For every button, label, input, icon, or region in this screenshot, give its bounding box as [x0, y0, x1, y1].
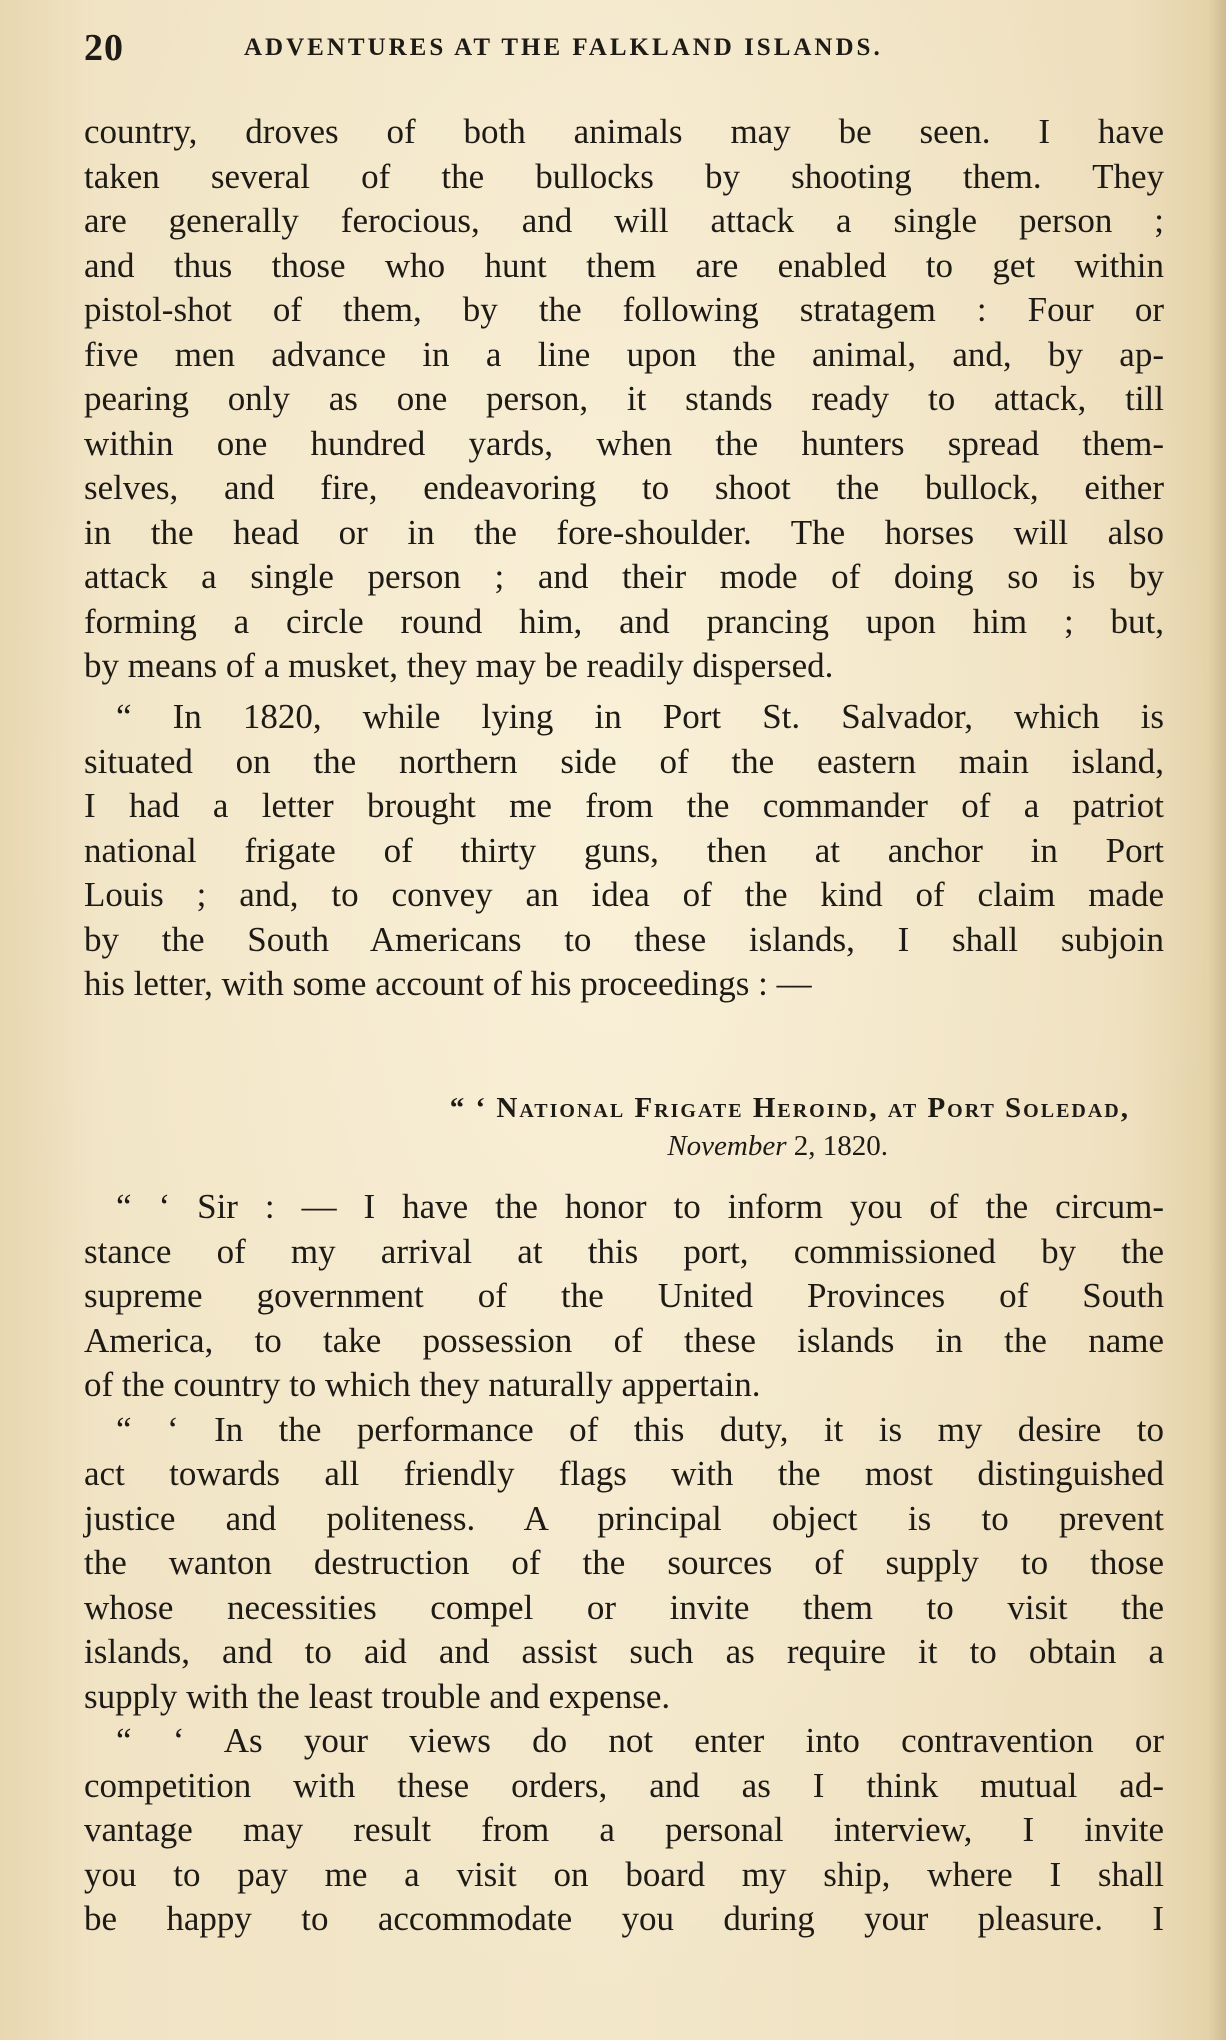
- text-line: stance of my arrival at this port, commissioned by the: [84, 1231, 1164, 1271]
- text-line: be happy to accommodate you during your pleasure. I: [84, 1899, 1164, 1938]
- letter-body: [84, 1185, 1164, 1942]
- text-line: his letter, with some account of his proceedings : —: [84, 964, 812, 1003]
- text-line: in the head or in the fore-shoulder. The horses will also: [84, 512, 1164, 552]
- text-line: vantage may result from a personal interview, I invite: [84, 1810, 1164, 1849]
- text-line: “ ‘ As your views do not enter into contravention or: [116, 1721, 1164, 1760]
- text-line: within one hundred yards, when the hunters spread them-: [84, 423, 1164, 463]
- text-line: Louis ; and, to convey an idea of the kind of claim made: [84, 875, 1164, 914]
- text-line: by means of a musket, they may be readily dispersed.: [84, 646, 834, 685]
- paragraph-port-salvador: [84, 695, 1164, 1007]
- text-line: “ In 1820, while lying in Port St. Salvador, which is: [116, 697, 1164, 736]
- text-line: act towards all friendly flags with the most distinguished: [84, 1454, 1164, 1493]
- text-line: pearing only as one person, it stands ready to attack, till: [84, 379, 1164, 418]
- text-line: I had a letter brought me from the commander of a patriot: [84, 786, 1164, 825]
- text-line: forming a circle round him, and prancing upon him ; but,: [84, 601, 1164, 641]
- page-edge-shadow: [1208, 0, 1226, 2040]
- text-line: you to pay me a visit on board my ship, where I shall: [84, 1854, 1164, 1894]
- text-line: supply with the least trouble and expense.: [84, 1676, 671, 1716]
- text-line: situated on the northern side of the eastern main island,: [84, 741, 1164, 781]
- text-line: and thus those who hunt them are enabled to get within: [84, 245, 1164, 285]
- text-line: America, to take possession of these islands in the name: [84, 1320, 1164, 1360]
- text-line: competition with these orders, and as I think mutual ad-: [84, 1765, 1164, 1805]
- text-line: five men advance in a line upon the animal, and, by ap-: [84, 334, 1164, 374]
- text-line: attack a single person ; and their mode of doing so is by: [84, 557, 1164, 596]
- text-line: justice and politeness. A principal object is to prevent: [84, 1498, 1164, 1538]
- page-number: 20: [84, 27, 124, 69]
- paragraph-bullocks: [84, 110, 1164, 689]
- text-line: “ ‘ In the performance of this duty, it is my desire to: [116, 1409, 1164, 1449]
- text-line: selves, and fire, endeavoring to shoot the bullock, either: [84, 468, 1164, 507]
- page-header: [84, 22, 1184, 82]
- text-line: country, droves of both animals may be seen. I have: [84, 112, 1164, 151]
- text-line: whose necessities compel or invite them to visit the: [84, 1587, 1164, 1627]
- text-line: are generally ferocious, and will attack a single person ;: [84, 201, 1164, 240]
- text-line: by the South Americans to these islands, I shall subjoin: [84, 919, 1164, 959]
- running-head: ADVENTURES AT THE FALKLAND ISLANDS.: [244, 34, 883, 61]
- text-line: taken several of the bullocks by shooting them. They: [84, 156, 1164, 196]
- text-line: pistol-shot of them, by the following stratagem : Four or: [84, 290, 1164, 329]
- letter-heading: “ ‘ National Frigate Heroind, at Port Soledad,: [449, 1092, 1130, 1124]
- text-line: of the country to which they naturally appertain.: [84, 1365, 761, 1404]
- letter-date: [0, 1130, 888, 1163]
- text-line: the wanton destruction of the sources of supply to those: [84, 1543, 1164, 1582]
- text-line: supreme government of the United Provinces of South: [84, 1276, 1164, 1315]
- text-line: islands, and to aid and assist such as require it to obtain a: [84, 1632, 1164, 1671]
- text-line: national frigate of thirty guns, then at anchor in Port: [84, 830, 1164, 870]
- letter-date-rest: 2, 1820.: [786, 1130, 888, 1162]
- letter-date-month: November: [667, 1130, 787, 1162]
- text-line: “ ‘ Sir : — I have the honor to inform you of the circum-: [116, 1187, 1164, 1226]
